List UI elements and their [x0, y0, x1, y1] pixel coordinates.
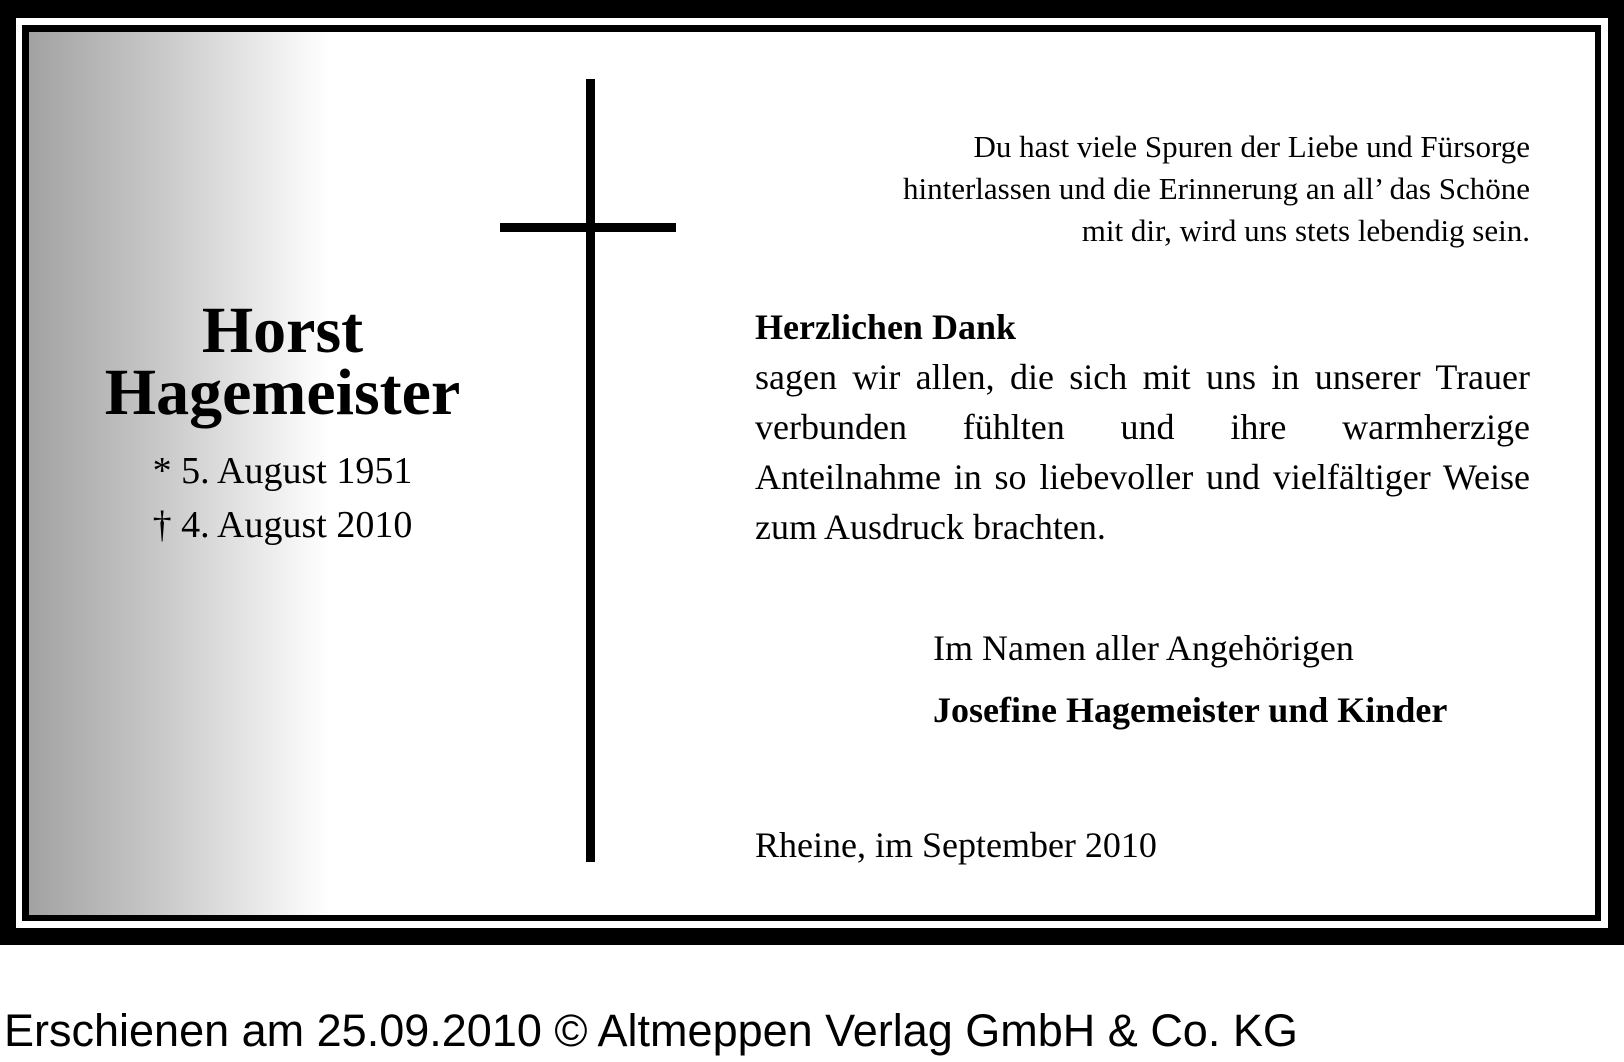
quote-line: mit dir, wird uns stets lebendig sein. — [1081, 213, 1530, 248]
deceased-first-name: Horst — [201, 294, 364, 367]
cross-icon-horizontal-beam — [500, 223, 676, 232]
signoff — [933, 626, 1553, 732]
thanks-section — [755, 302, 1530, 552]
quote-line: hinterlassen und die Erinnerung an all’ das Schöne — [903, 171, 1530, 206]
memorial-quote — [740, 126, 1530, 252]
thanks-heading: Herzlichen Dank — [755, 307, 1016, 347]
deceased-last-name: Hagemeister — [104, 356, 461, 429]
deceased-block — [80, 294, 485, 552]
place-and-date: Rheine, im September 2010 — [755, 825, 1157, 865]
death-date: † 4. August 2010 — [152, 504, 413, 546]
cross-icon-vertical-beam — [586, 79, 595, 862]
publication-note: Erschienen am 25.09.2010 © Altmeppen Verlag GmbH & Co. KG — [4, 1005, 1298, 1056]
life-dates — [80, 444, 485, 552]
thanks-text: sagen wir allen, die sich mit uns in unserer Trauer verbunden fühlten und ihre warmherzige Anteilnahme in so liebevoller und vielfältiger Weise zum Ausdruck brachten. — [755, 357, 1530, 547]
signoff-intro: Im Namen aller Angehörigen — [933, 628, 1354, 668]
signoff-names: Josefine Hagemeister und Kinder — [933, 690, 1448, 730]
quote-line: Du hast viele Spuren der Liebe und Fürsorge — [973, 129, 1530, 164]
birth-date: * 5. August 1951 — [152, 450, 413, 492]
